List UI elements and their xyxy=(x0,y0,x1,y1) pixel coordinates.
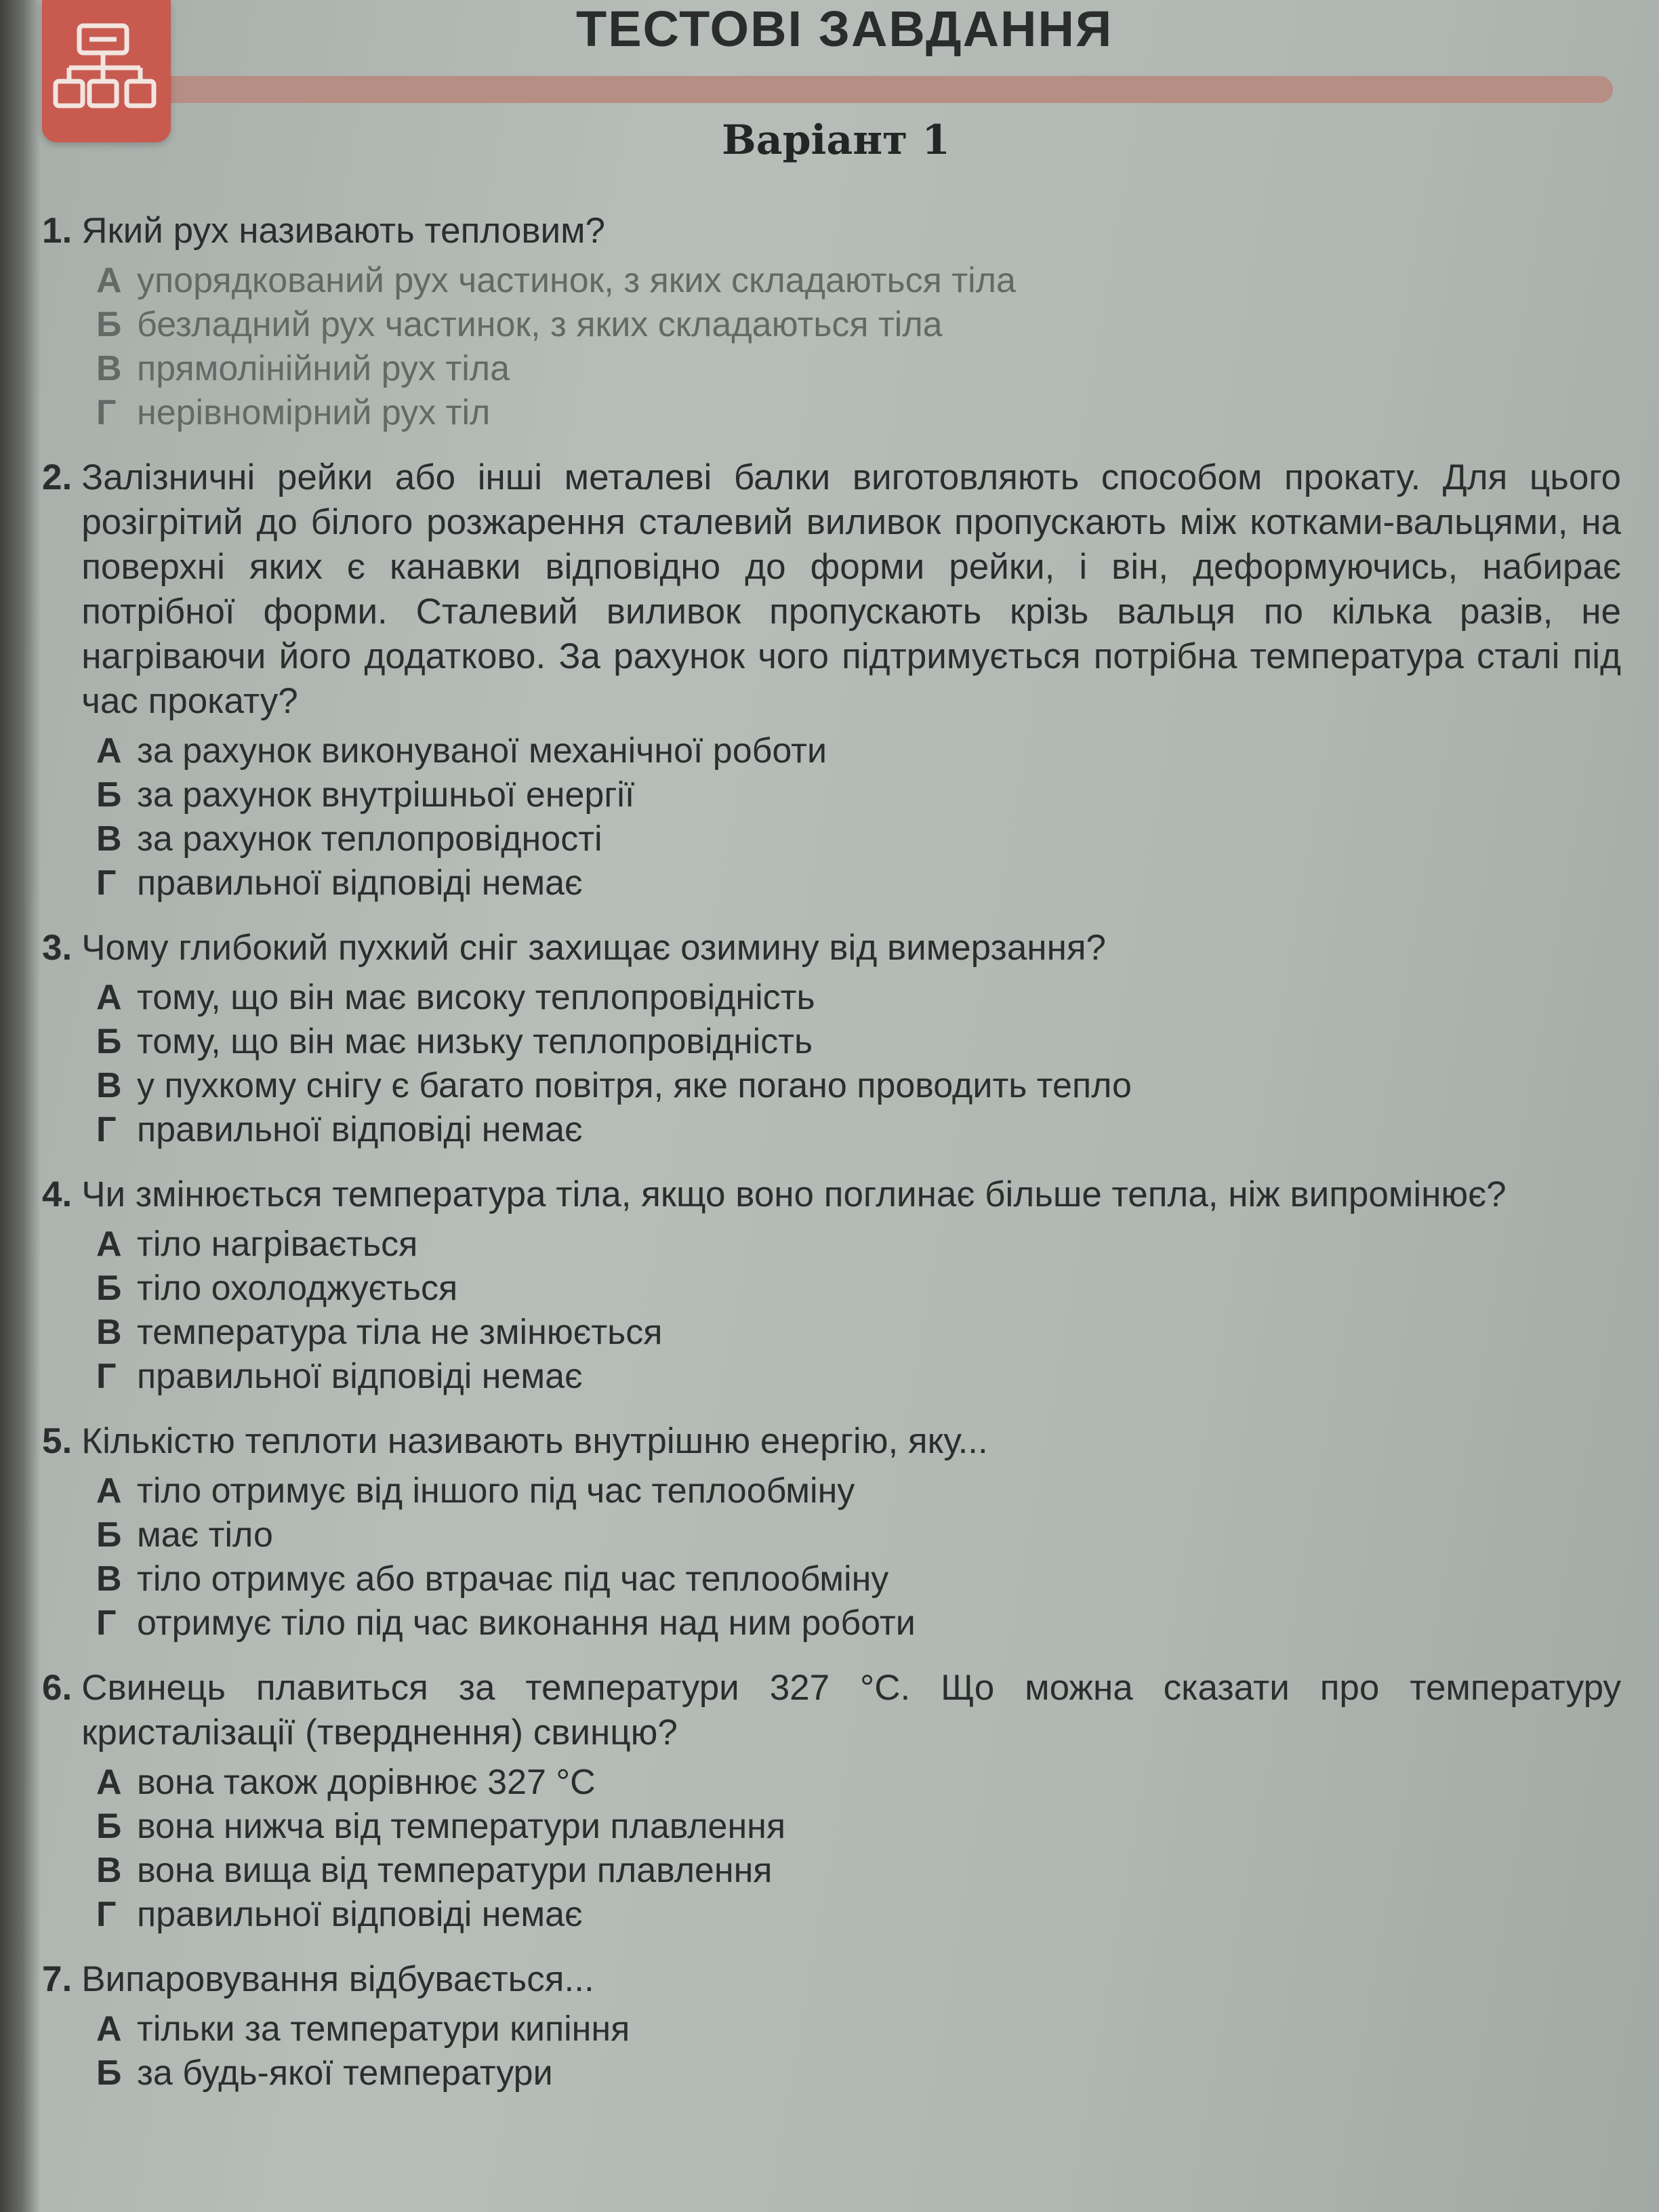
question-text: Випаровування відбувається... xyxy=(81,1959,594,1999)
option-letter: А xyxy=(96,261,122,300)
answer-option xyxy=(96,1355,1621,1399)
option-letter: А xyxy=(96,978,122,1017)
option-letter: Г xyxy=(96,393,117,432)
option-letter: Б xyxy=(96,305,122,344)
answer-option xyxy=(96,861,1621,905)
question-3 xyxy=(42,926,1621,1152)
option-letter: А xyxy=(96,1471,122,1511)
answer-option xyxy=(96,1557,1621,1601)
option-text: правильної відповіді немає xyxy=(137,1895,583,1934)
option-letter: А xyxy=(96,1763,122,1802)
option-text: безладний рух частинок, з яких складаються тіла xyxy=(137,305,943,344)
question-number: 1. xyxy=(42,211,73,251)
question-text: Залізничні рейки або інші металеві балки виготовляють способом прокату. Для цього розігрітий до білого розжарення сталевий виливок пропускають між котками-вальцями, на поверхні яких є канавки відповідно до форми рейки, і він, деформуючись, набирає потрібної форми. Сталевий виливок пропускають крізь вальця по кілька разів, не нагріваючи його додатково. За рахунок чого підтримується потрібна температура сталі під час прокату? xyxy=(81,457,1621,721)
option-letter: Б xyxy=(96,2053,122,2093)
option-letter: В xyxy=(96,1559,122,1599)
question-6 xyxy=(42,1666,1621,1937)
option-letter: В xyxy=(96,349,122,388)
option-text: правильної відповіді немає xyxy=(137,1357,583,1396)
answer-option xyxy=(96,347,1621,391)
section-title: ТЕСТОВІ ЗАВДАННЯ xyxy=(576,1,1113,57)
option-letter: В xyxy=(96,1851,122,1890)
answer-option xyxy=(96,2007,1621,2051)
answer-option xyxy=(96,1311,1621,1355)
option-text: вона вища від температури плавлення xyxy=(137,1851,773,1890)
option-text: за будь-якої температури xyxy=(137,2053,553,2093)
answer-option xyxy=(96,976,1621,1020)
section-badge xyxy=(42,0,171,142)
option-text: правильної відповіді немає xyxy=(137,863,583,903)
option-letter: В xyxy=(96,1066,122,1105)
page-gutter-shadow xyxy=(0,0,41,2212)
option-text: температура тіла не змінюється xyxy=(137,1313,663,1352)
answer-option xyxy=(96,391,1621,435)
option-letter: А xyxy=(96,731,122,771)
answer-option xyxy=(96,1064,1621,1108)
answer-option xyxy=(96,1601,1621,1645)
question-number: 5. xyxy=(42,1421,73,1461)
question-text: Кількістю теплоти називають внутрішню енергію, яку... xyxy=(81,1421,988,1461)
test-tree-icon xyxy=(42,0,171,142)
question-1 xyxy=(42,209,1621,435)
answer-option xyxy=(96,729,1621,773)
question-number: 2. xyxy=(42,457,73,497)
option-text: правильної відповіді немає xyxy=(137,1110,583,1149)
answer-option xyxy=(96,1849,1621,1893)
option-letter: Б xyxy=(96,1022,122,1061)
answer-option xyxy=(96,1893,1621,1937)
answer-option xyxy=(96,1805,1621,1849)
option-letter: А xyxy=(96,1225,122,1264)
option-text: отримує тіло під час виконання над ним роботи xyxy=(137,1603,916,1643)
question-text: Який рух називають тепловим? xyxy=(81,211,606,251)
question-number: 4. xyxy=(42,1174,73,1214)
option-letter: В xyxy=(96,819,122,859)
answer-option xyxy=(96,773,1621,817)
question-4 xyxy=(42,1172,1621,1399)
option-text: тільки за температури кипіння xyxy=(137,2009,630,2049)
question-text: Свинець плавиться за температури 327 °С. Що можна сказати про температуру кристалізації (тверднення) свинцю? xyxy=(81,1668,1621,1753)
option-text: вона нижча від температури плавлення xyxy=(137,1807,786,1846)
option-letter: Б xyxy=(96,1515,122,1555)
answer-option xyxy=(96,1513,1621,1557)
option-text: тіло отримує або втрачає під час теплообміну xyxy=(137,1559,889,1599)
option-letter: А xyxy=(96,2009,122,2049)
option-letter: Г xyxy=(96,863,117,903)
option-text: вона також дорівнює 327 °С xyxy=(137,1763,596,1802)
option-letter: Г xyxy=(96,1603,117,1643)
test-questions xyxy=(42,209,1621,2116)
option-letter: Б xyxy=(96,1807,122,1846)
answer-option xyxy=(96,1469,1621,1513)
option-letter: Г xyxy=(96,1895,117,1934)
question-number: 6. xyxy=(42,1668,73,1708)
option-text: за рахунок виконуваної механічної роботи xyxy=(137,731,827,771)
answer-option xyxy=(96,303,1621,347)
question-7 xyxy=(42,1957,1621,2095)
question-text: Чому глибокий пухкий сніг захищає озимину від вимерзання? xyxy=(81,928,1107,968)
option-text: нерівномірний рух тіл xyxy=(137,393,491,432)
option-text: упорядкований рух частинок, з яких складаються тіла xyxy=(137,261,1016,300)
option-text: у пухкому снігу є багато повітря, яке погано проводить тепло xyxy=(137,1066,1132,1105)
answer-option xyxy=(96,259,1621,303)
question-number: 7. xyxy=(42,1959,73,1999)
answer-option xyxy=(96,1108,1621,1152)
option-letter: Б xyxy=(96,775,122,815)
option-letter: Г xyxy=(96,1357,117,1396)
option-letter: В xyxy=(96,1313,122,1352)
option-text: тому, що він має високу теплопровідність xyxy=(137,978,815,1017)
answer-option xyxy=(96,1267,1621,1311)
variant-title: Варіант 1 xyxy=(722,117,950,164)
option-text: тіло охолоджується xyxy=(137,1269,458,1308)
option-text: тіло отримує від іншого під час теплообміну xyxy=(137,1471,855,1511)
header-band xyxy=(156,76,1613,103)
question-number: 3. xyxy=(42,928,73,968)
question-5 xyxy=(42,1419,1621,1645)
option-text: має тіло xyxy=(137,1515,273,1555)
option-text: тому, що він має низьку теплопровідність xyxy=(137,1022,813,1061)
answer-option xyxy=(96,817,1621,861)
option-text: за рахунок внутрішньої енергії xyxy=(137,775,635,815)
option-text: тіло нагрівається xyxy=(137,1225,418,1264)
answer-option xyxy=(96,1761,1621,1805)
answer-option xyxy=(96,2051,1621,2095)
option-letter: Г xyxy=(96,1110,117,1149)
option-text: за рахунок теплопровідності xyxy=(137,819,602,859)
question-2 xyxy=(42,455,1621,905)
answer-option xyxy=(96,1223,1621,1267)
question-text: Чи змінюється температура тіла, якщо воно поглинає більше тепла, ніж випромінює? xyxy=(81,1174,1507,1214)
answer-option xyxy=(96,1020,1621,1064)
option-letter: Б xyxy=(96,1269,122,1308)
option-text: прямолінійний рух тіла xyxy=(137,349,510,388)
